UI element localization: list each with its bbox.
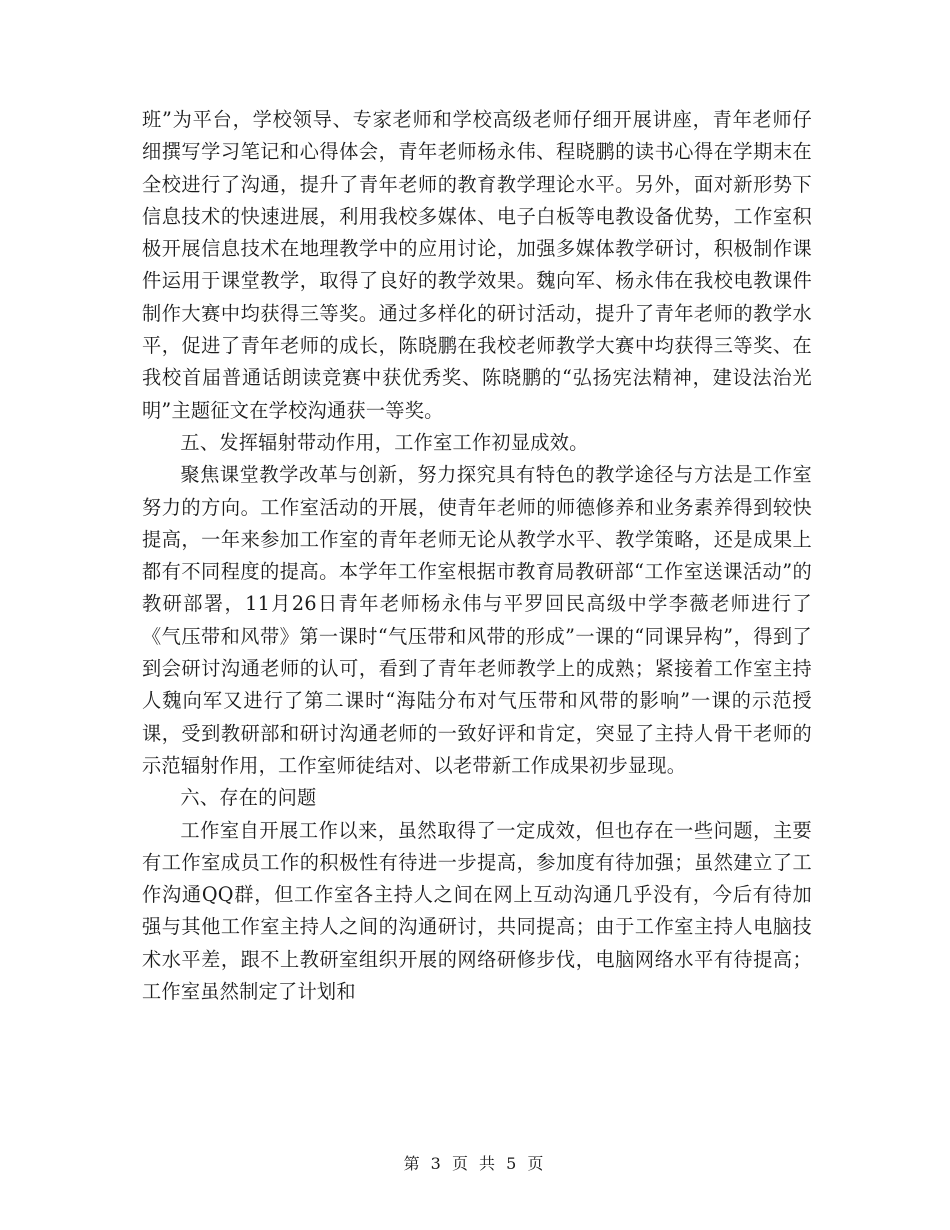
paragraph-section-five: 聚焦课堂教学改革与创新，努力探究具有特色的教学途径与方法是工作室努力的方向。工作室活动的开展，使青年老师的师德修养和业务素养得到较快提高，一年来参加工作室的青年老师无论从教学水平、教学策略，还是成果上都有不同程度的提高。本学年工作室根据市教育局教研部“工作室送课活动”的教研部署，11月26日青年老师杨永伟与平罗回民高级中学李薇老师进行了《气压带和风带》第一课时“气压带和风带的形成”一课的“同课异构”，得到了到会研讨沟通老师的认可，看到了青年老师教学上的成熟；紧接着工作室主持人魏向军又进行了第二课时“海陆分布对气压带和风带的影响”一课的示范授课，受到教研部和研讨沟通老师的一致好评和肯定，突显了主持人骨干老师的示范辐射作用，工作室师徒结对、以老带新工作成果初步显现。 <box>142 463 812 777</box>
page-number-footer: 第 3 页 共 5 页 <box>403 1154 547 1173</box>
paragraph-section-six: 工作室自开展工作以来，虽然取得了一定成效，但也存在一些问题，主要有工作室成员工作的积极性有待进一步提高，参加度有待加强；虽然建立了工作沟通QQ群，但工作室各主持人之间在网上互动沟通几乎没有，今后有待加强与其他工作室主持人之间的沟通研讨，共同提高；由于工作室主持人电脑技术水平差，跟不上教研室组织开展的网络研修步伐，电脑网络水平有待提高；工作室虽然制定了计划和 <box>142 818 812 1004</box>
document-body <box>142 104 812 1008</box>
section-heading-six: 六、存在的问题 <box>180 786 317 810</box>
paragraph-continuation: 班”为平台，学校领导、专家老师和学校高级老师仔细开展讲座，青年老师仔细撰写学习笔记和心得体会，青年老师杨永伟、程晓鹏的读书心得在学期末在全校进行了沟通，提升了青年老师的教育教学理论水平。另外，面对新形势下信息技术的快速进展，利用我校多媒体、电子白板等电教设备优势，工作室积极开展信息技术在地理教学中的应用讨论，加强多媒体教学研讨，积极制作课件运用于课堂教学，取得了良好的教学效果。魏向军、杨永伟在我校电教课件制作大赛中均获得三等奖。通过多样化的研讨活动，提升了青年老师的教学水平，促进了青年老师的成长，陈晓鹏在我校老师教学大赛中均获得三等奖、在我校首届普通话朗读竞赛中获优秀奖、陈晓鹏的“弘扬宪法精神，建设法治光明”主题征文在学校沟通获一等奖。 <box>142 108 812 422</box>
section-heading-five: 五、发挥辐射带动作用，工作室工作初显成效。 <box>180 430 589 454</box>
